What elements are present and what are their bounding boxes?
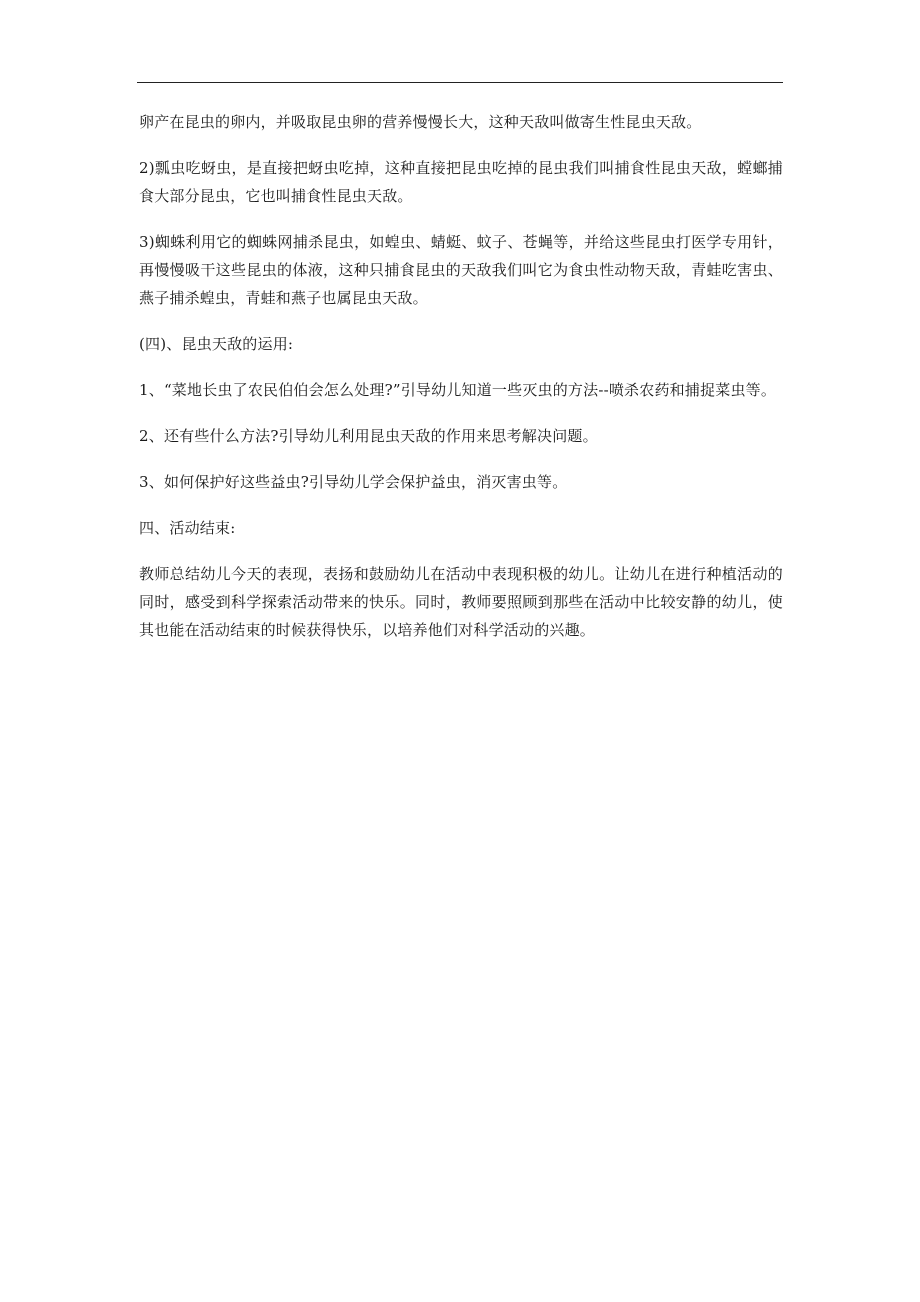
paragraph-insectivorous-enemy: 3)蜘蛛利用它的蜘蛛网捕杀昆虫，如蝗虫、蜻蜓、蚊子、苍蝇等，并给这些昆虫打医学专用针，再慢慢吸干这些昆虫的体液，这种只捕食昆虫的天敌我们叫它为食虫性动物天敌，青蛙吃害虫、燕子捕杀蝗虫，青蛙和燕子也属昆虫天敌。 <box>139 233 783 307</box>
list-item-2: 2、还有些什么方法?引导幼儿利用昆虫天敌的作用来思考解决问题。 <box>139 427 598 445</box>
document-body <box>139 108 783 662</box>
paragraph-predatory-enemy: 2)瓢虫吃蚜虫，是直接把蚜虫吃掉，这种直接把昆虫吃掉的昆虫我们叫捕食性昆虫天敌，螳螂捕食大部分昆虫，它也叫捕食性昆虫天敌。 <box>139 159 783 205</box>
list-item-3: 3、如何保护好这些益虫?引导幼儿学会保护益虫，消灭害虫等。 <box>139 473 568 491</box>
header-rule <box>137 82 783 83</box>
paragraph-conclusion: 教师总结幼儿今天的表现，表扬和鼓励幼儿在活动中表现积极的幼儿。让幼儿在进行种植活动的同时，感受到科学探索活动带来的快乐。同时，教师要照顾到那些在活动中比较安静的幼儿，使其也能在活动结束的时候获得快乐，以培养他们对科学活动的兴趣。 <box>139 565 783 639</box>
section-heading-conclusion: 四、活动结束: <box>139 519 236 537</box>
section-heading-application: (四)、昆虫天敌的运用: <box>139 335 294 353</box>
list-item-1: 1、“菜地长虫了农民伯伯会怎么处理?”引导幼儿知道一些灭虫的方法--喷杀农药和捕捉菜虫等。 <box>139 381 777 399</box>
paragraph-parasitic-enemy: 卵产在昆虫的卵内，并吸取昆虫卵的营养慢慢长大，这种天敌叫做寄生性昆虫天敌。 <box>139 113 702 131</box>
